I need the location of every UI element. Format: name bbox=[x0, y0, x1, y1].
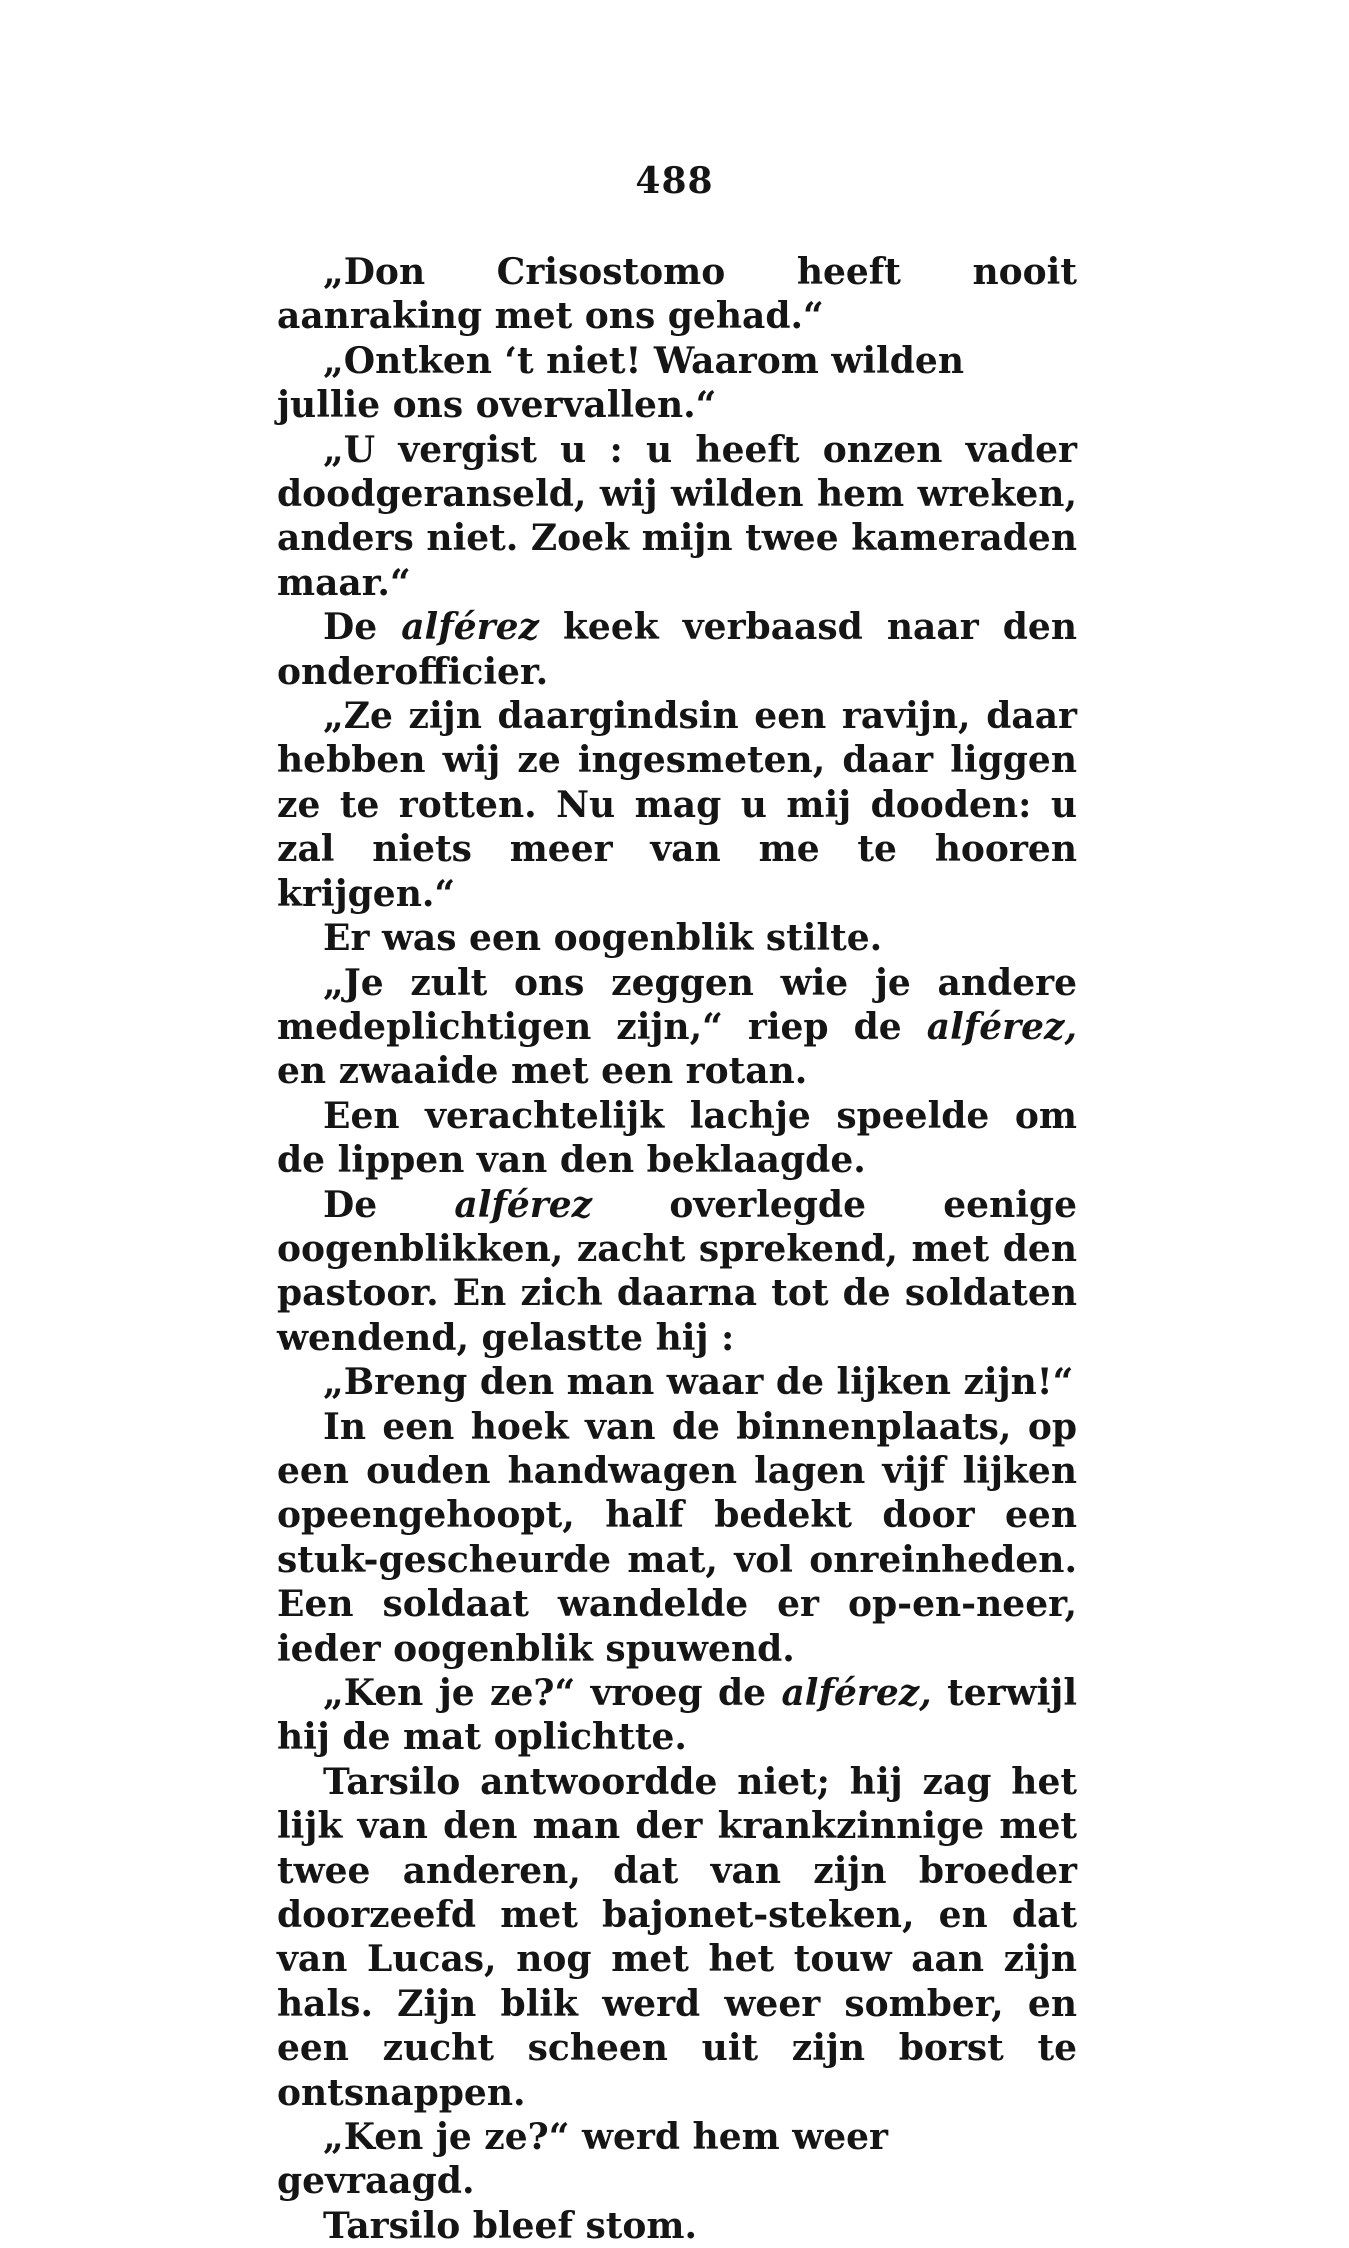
paragraph bbox=[277, 1183, 1077, 1361]
text-run: „Ken je ze?“ vroeg de bbox=[323, 1672, 782, 1714]
text-run: Tarsilo antwoordde niet; hij zag het lijk van den man der krankzinnige met twee anderen, dat van zijn broeder doorzeefd met bajonet-steken, en dat van Lucas, nog met het touw aan zijn hals. Zijn blik werd weer somber, en een zucht scheen uit zijn borst te ontsnappen. bbox=[277, 1760, 1077, 2114]
page-number: 488 bbox=[635, 160, 714, 202]
text-run: „Breng den man waar de lijken zijn!“ bbox=[323, 1361, 1074, 1404]
body-text bbox=[277, 250, 1077, 2248]
text-run: „Ze zijn daargindsin een ravijn, daar hebben wij ze ingesmeten, daar liggen ze te rotten. Nu mag u mij dooden: u zal niets meer van me te hooren krijgen.“ bbox=[277, 695, 1077, 915]
italic-term: alférez, bbox=[926, 1005, 1077, 1048]
italic-term: alférez bbox=[401, 606, 539, 649]
text-run: Een verachtelijk lachje speelde om de lippen van den beklaagde. bbox=[277, 1094, 1077, 1182]
text-run: De bbox=[323, 1183, 455, 1226]
text-run: overlegde eenige oogenblikken, zacht sprekend, met den pastoor. En zich daarna tot de soldaten wendend, gelastte hij : bbox=[277, 1183, 1077, 1359]
paragraph bbox=[277, 605, 1077, 694]
text-run: „Don Crisostomo heeft nooit aanraking met ons gehad.“ bbox=[277, 251, 1077, 338]
paragraph bbox=[277, 694, 1077, 916]
text-run: „U vergist u : u heeft onzen vader doodgeranseld, wij wilden hem wreken, anders niet. Zoek mijn twee kameraden maar.“ bbox=[277, 428, 1077, 604]
paragraph bbox=[277, 428, 1077, 606]
text-run: De bbox=[323, 606, 402, 649]
text-run: Tarsilo bleef stom. bbox=[323, 2204, 698, 2247]
text-run: en zwaaide met een rotan. bbox=[277, 1050, 808, 1093]
paragraph bbox=[277, 916, 1077, 960]
paragraph bbox=[277, 1360, 1077, 1404]
text-run: „Ontken ‘t niet! Waarom wilden jullie ons overvallen.“ bbox=[277, 339, 964, 427]
text-run: In een hoek van de binnenplaats, op een ouden handwagen lagen vijf lijken opeengehoopt, half bedekt door een stuk-gescheurde mat, vol onreinheden. Een soldaat wandelde er op-en-neer, ieder oogenblik spuwend. bbox=[277, 1405, 1077, 1670]
text-run: terwijl hij de mat oplichtte. bbox=[277, 1672, 1077, 1759]
text-run: „Je zult ons zeggen wie je andere medeplichtigen zijn,“ riep de bbox=[277, 961, 1077, 1048]
paragraph bbox=[277, 1671, 1077, 1760]
paragraph bbox=[277, 1405, 1077, 1671]
text-run: keek verbaasd naar den onderofficier. bbox=[277, 606, 1077, 693]
text-run: Er was een oogenblik stilte. bbox=[323, 917, 883, 960]
paragraph bbox=[277, 339, 1077, 428]
paragraph bbox=[277, 2204, 1077, 2248]
paragraph bbox=[277, 961, 1077, 1094]
text-run: „Ken je ze?“ werd hem weer gevraagd. bbox=[277, 2116, 888, 2203]
paragraph bbox=[277, 250, 1077, 339]
paragraph bbox=[277, 1094, 1077, 1183]
italic-term: alférez bbox=[454, 1183, 593, 1226]
paragraph bbox=[277, 2115, 1077, 2204]
italic-term: alférez, bbox=[781, 1672, 932, 1714]
paragraph bbox=[277, 1760, 1077, 2115]
